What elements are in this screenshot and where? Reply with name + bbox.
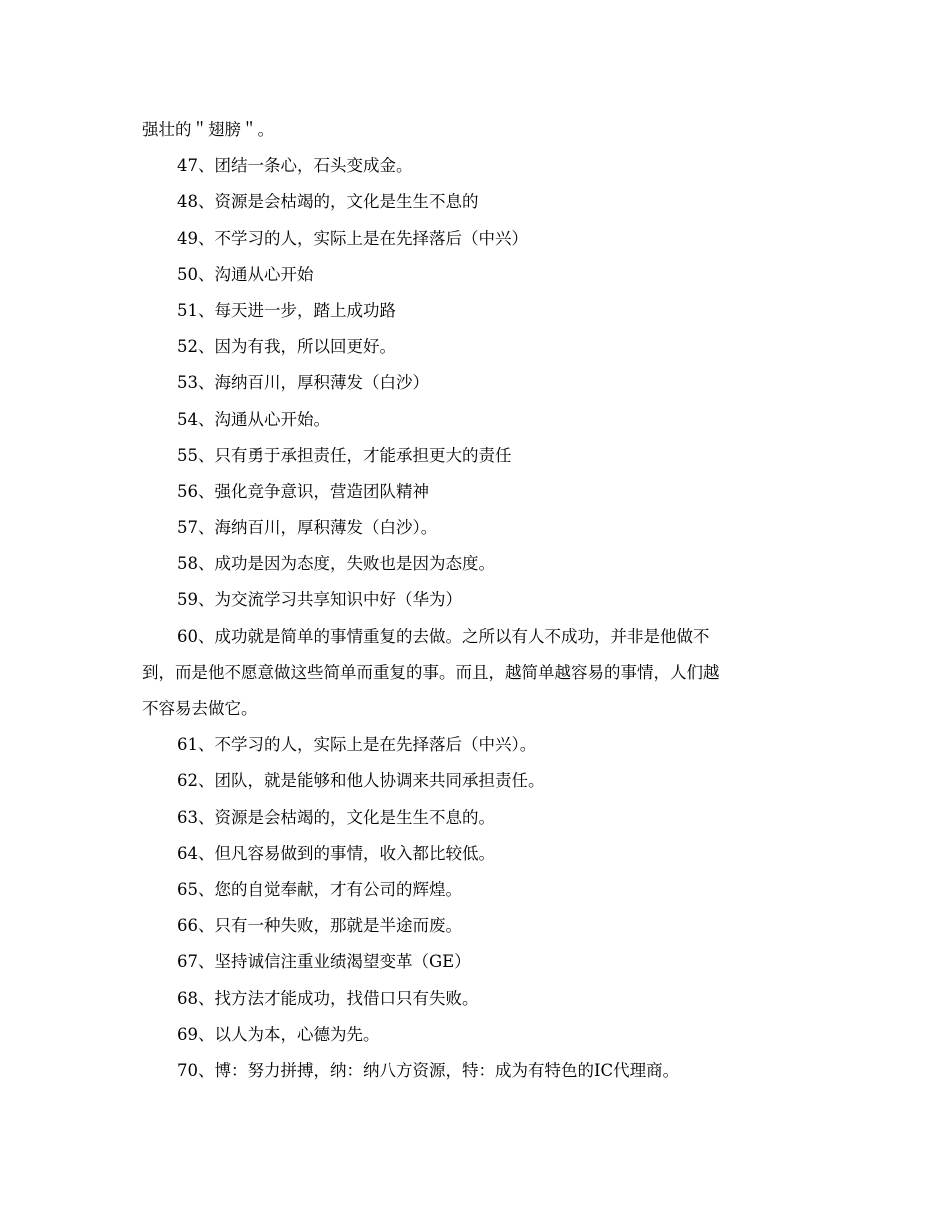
text-line: 51、每天进一步，踏上成功路 [177,300,396,320]
text-line: 56、强化竞争意识，营造团队精神 [177,481,429,501]
text-line: 65、您的自觉奉献，才有公司的辉煌。 [177,879,462,899]
text-line: 50、沟通从心开始 [177,264,314,284]
text-line: 67、坚持诚信注重业绩渴望变革（GE） [177,952,471,972]
text-line: 到，而是他不愿意做这些简单而重复的事。而且，越简单越容易的事情，人们越 [142,662,720,682]
text-line: 55、只有勇于承担责任，才能承担更大的责任 [177,445,512,465]
text-line: 62、团队，就是能够和他人协调来共同承担责任。 [177,771,545,791]
text-line: 57、海纳百川，厚积薄发（白沙）。 [177,518,438,538]
text-line: 63、资源是会枯竭的，文化是生生不息的。 [177,807,495,827]
text-line: 61、不学习的人，实际上是在先择落后（中兴）。 [177,735,537,755]
text-line: 66、只有一种失败，那就是半途而废。 [177,916,462,936]
text-line: 53、海纳百川，厚积薄发（白沙） [177,373,429,393]
text-line: 49、不学习的人，实际上是在先择落后（中兴） [177,228,528,248]
text-line: 64、但凡容易做到的事情，收入都比较低。 [177,843,495,863]
text-line: 59、为交流学习共享知识中好（华为） [177,590,462,610]
text-line: 强壮的＂翅膀＂。 [142,120,274,139]
text-line: 60、成功就是简单的事情重复的去做。之所以有人不成功，并非是他做不 [177,626,710,646]
text-line: 54、沟通从心开始。 [177,409,330,429]
document-body [142,112,802,1089]
text-line: 69、以人为本，心德为先。 [177,1024,380,1044]
text-line: 48、资源是会枯竭的，文化是生生不息的 [177,192,479,212]
text-line: 47、团结一条心，石头变成金。 [177,156,413,176]
text-line: 68、找方法才能成功，找借口只有失败。 [177,988,479,1008]
text-line: 不容易去做它。 [142,699,258,718]
text-line: 58、成功是因为态度，失败也是因为态度。 [177,554,495,574]
text-line: 52、因为有我，所以回更好。 [177,337,396,357]
text-line: 70、博：努力拼搏，纳：纳八方资源，特：成为有特色的IC代理商。 [177,1060,680,1080]
